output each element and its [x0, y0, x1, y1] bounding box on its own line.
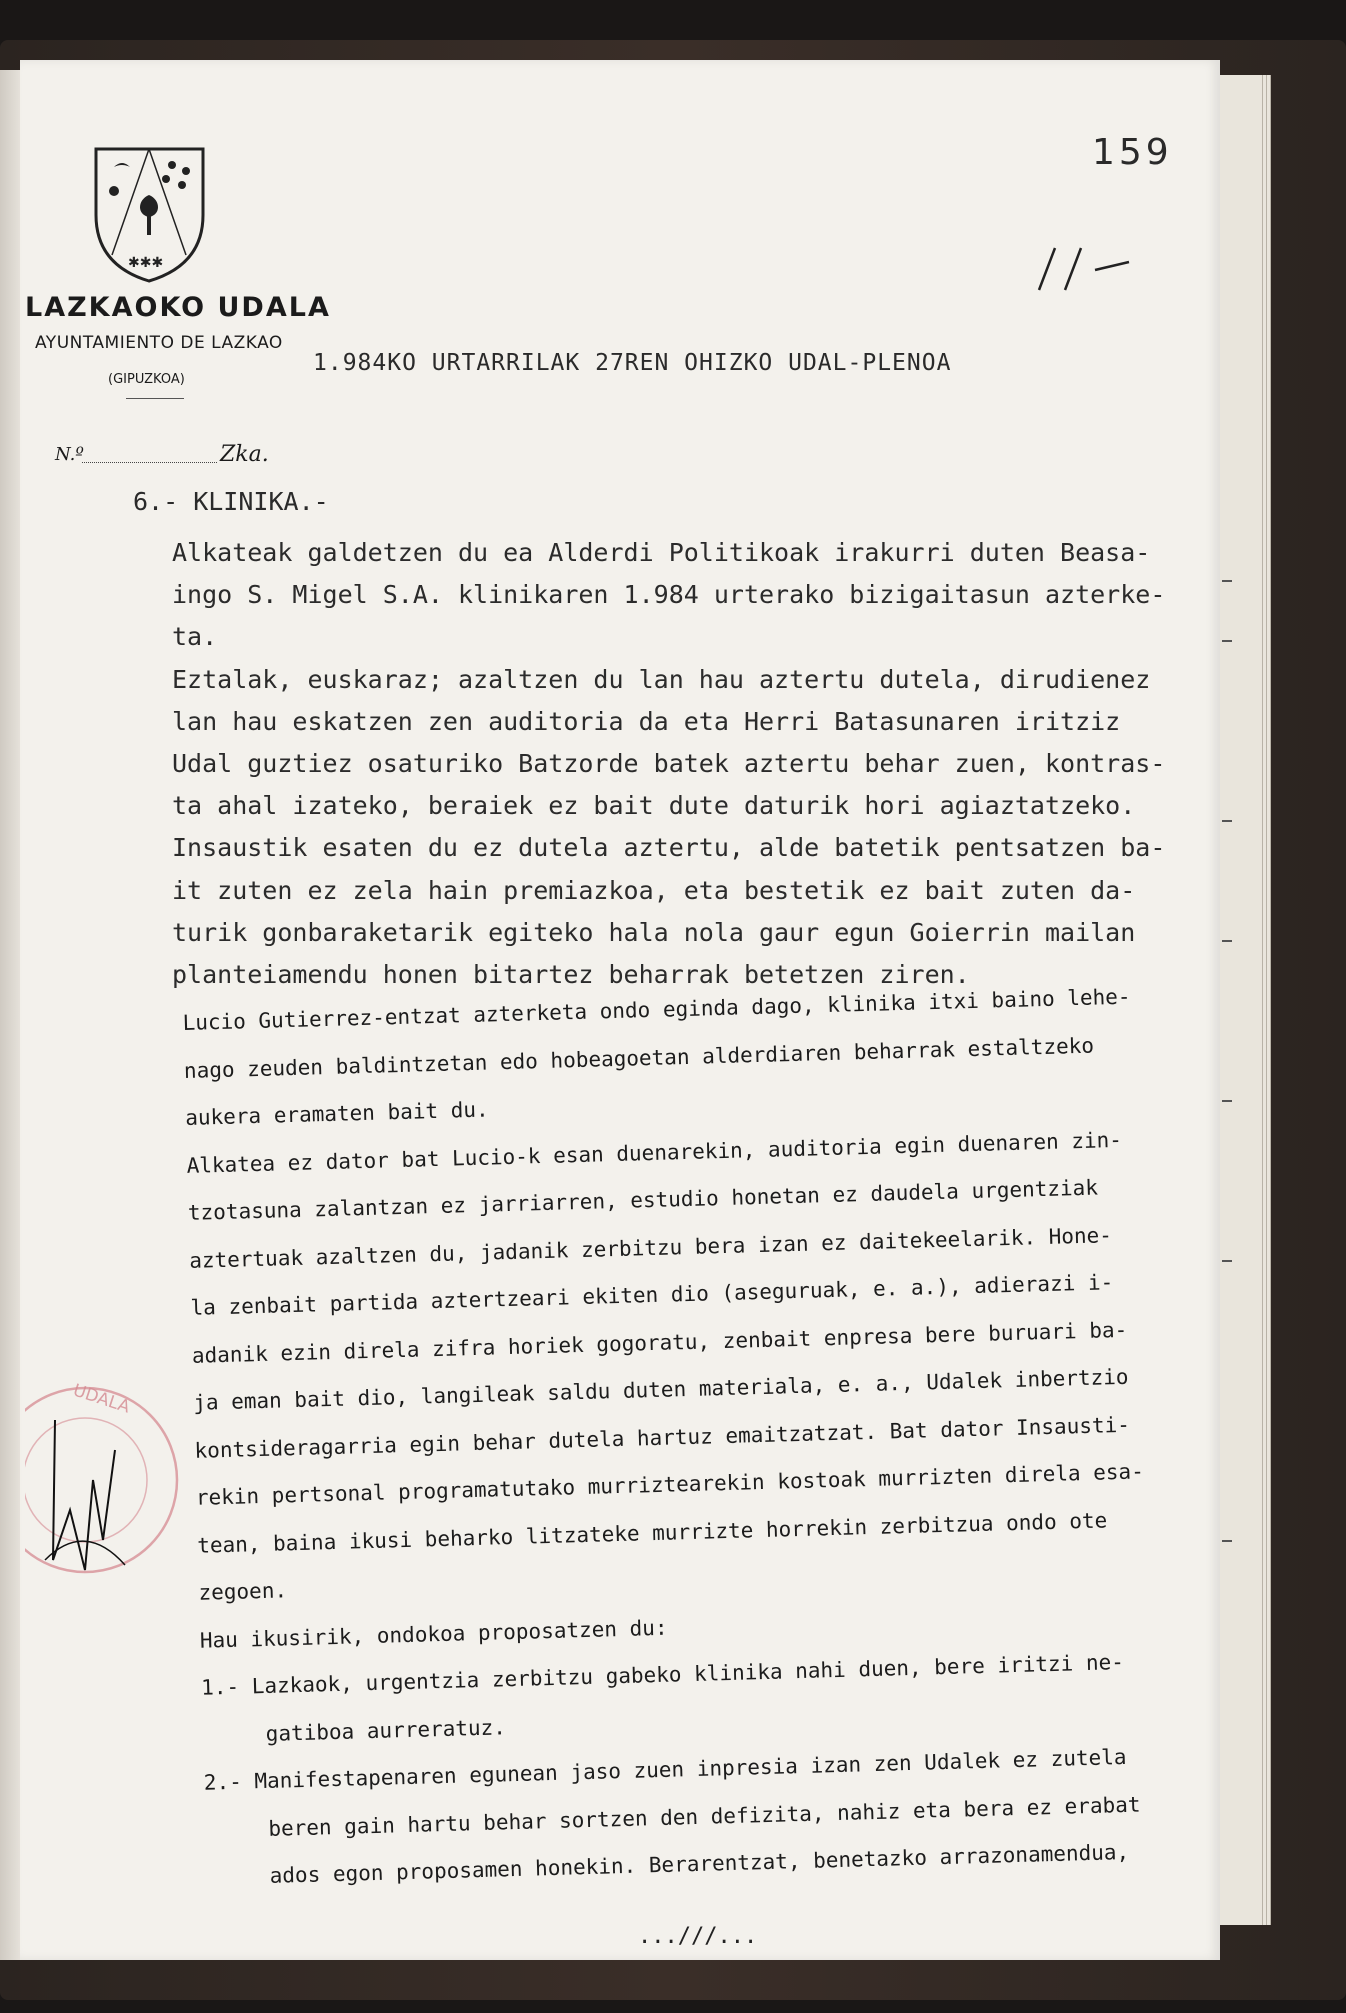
text-line: nago zeuden baldintzetan edo hobeagoetan alderdiaren beharrak estaltzeko — [183, 1033, 1095, 1083]
number-label: N.º — [55, 444, 84, 465]
text-line: lan hau eskatzen zen auditoria da eta Herri Batasunaren iritziz — [172, 706, 1121, 736]
page-number: 159 — [1092, 132, 1173, 173]
text-line: it zuten ez zela hain premiazkoa, eta bestetik ez bait zuten da- — [172, 875, 1136, 905]
province-label: (GIPUZKOA) — [108, 372, 185, 387]
text-line: Insaustik esaten du ez dutela aztertu, alde batetik pentsatzen ba- — [172, 833, 1166, 863]
text-line: ja eman bait dio, langileak saldu duten materiala, e. a., Udalek inbertzio — [192, 1364, 1129, 1415]
text-line: Alkateak galdetzen du ea Alderdi Politikoak irakurri duten Beasa- — [172, 538, 1151, 567]
text-line: Alkatea ez dator bat Lucio-k esan duenarekin, auditoria egin duenaren zin- — [186, 1127, 1123, 1178]
typed-paragraph-block-2 — [182, 971, 1237, 1902]
text-line: ingo S. Migel S.A. klinikaren 1.984 urterako bizigaitasun azterke- — [172, 580, 1166, 610]
number-dotted-line — [82, 462, 217, 463]
document-title: 1.984KO URTARRILAK 27REN OHIZKO UDAL-PLENOA — [313, 350, 952, 376]
text-line: zegoen. — [198, 1578, 288, 1605]
text-line: Eztalak, euskaraz; azaltzen du lan hau aztertu dutela, dirudienez — [172, 664, 1151, 694]
text-line: ados egon proposamen honekin. Berarentzat, benetazko arrazonamendua, — [206, 1839, 1130, 1890]
text-line: rekin pertsonal programatutako murriztearekin kostoak murrizten direla esa- — [195, 1459, 1145, 1510]
text-line: Hau ikusirik, ondokoa proposatzen du: — [199, 1615, 668, 1653]
text-line: Lucio Gutierrez-entzat azterketa ondo eginda dago, klinika itxi baino lehe- — [182, 984, 1131, 1035]
text-line: aukera eramaten bait du. — [184, 1097, 489, 1130]
text-line: tzotasuna zalantzan ez jarriarren, estudio honetan ez daudela urgentziak — [187, 1175, 1099, 1225]
text-line: aztertuak azaltzen du, jadanik zerbitzu bera izan ez daitekeelarik. Hone- — [188, 1222, 1113, 1273]
text-line: tean, baina ikusi beharko litzateke murrizte horrekin zerbitzua ondo ote — [196, 1507, 1108, 1558]
org-subtitle: AYUNTAMIENTO DE LAZKAO — [35, 333, 283, 353]
municipal-stamp-with-signature — [25, 1360, 180, 1600]
svg-text:✱✱✱: ✱✱✱ — [128, 255, 164, 271]
text-line: adanik ezin direla zifra horiek gogoratu, zenbait enpresa bere buruari ba- — [191, 1317, 1128, 1368]
text-line: la zenbait partida aztertzeari ekiten dio (aseguruak, e. a.), adierazi i- — [190, 1270, 1114, 1320]
continuation-mark: ...///... — [638, 1924, 758, 1949]
text-line: ta ahal izateko, beraiek ez bait dute daturik hori agiaztatzeko. — [172, 791, 1136, 821]
text-line: planteiamendu honen bitartez beharrak betetzen ziren. — [172, 959, 970, 989]
section-heading: 6.- KLINIKA.- — [133, 487, 329, 516]
svg-text:UDALA: UDALA — [70, 1380, 133, 1418]
text-line: 1.- Lazkaok, urgentzia zerbitzu gabeko klinika nahi duen, bere iritzi ne- — [200, 1649, 1125, 1700]
text-line: Udal guztiez osaturiko Batzorde batek aztertu behar zuen, kontras- — [172, 748, 1166, 778]
header-divider — [126, 398, 184, 399]
text-line: 2.- Manifestapenaren egunean jaso zuen inpresia izan zen Udalek ez zutela — [203, 1744, 1127, 1795]
municipal-coat-of-arms-icon — [92, 145, 207, 285]
text-line: turik gonbaraketarik egiteko hala nola gaur egun Goierrin mailan — [172, 917, 1136, 947]
handwritten-mark — [1025, 240, 1145, 300]
zka-label: Zka. — [220, 442, 269, 467]
typed-paragraph-block — [172, 532, 1207, 996]
org-name: LAZKAOKO UDALA — [25, 292, 331, 323]
text-line: beren gain hartu behar sortzen den defizita, nahiz eta bera ez erabat — [204, 1792, 1141, 1843]
text-line: gatiboa aurreratuz. — [202, 1714, 507, 1748]
text-line: ta. — [172, 622, 218, 652]
right-margin-marks — [1222, 560, 1242, 1760]
text-line: kontsideragarria egin behar dutela hartuz emaitzatzat. Bat dator Insausti- — [194, 1412, 1131, 1463]
